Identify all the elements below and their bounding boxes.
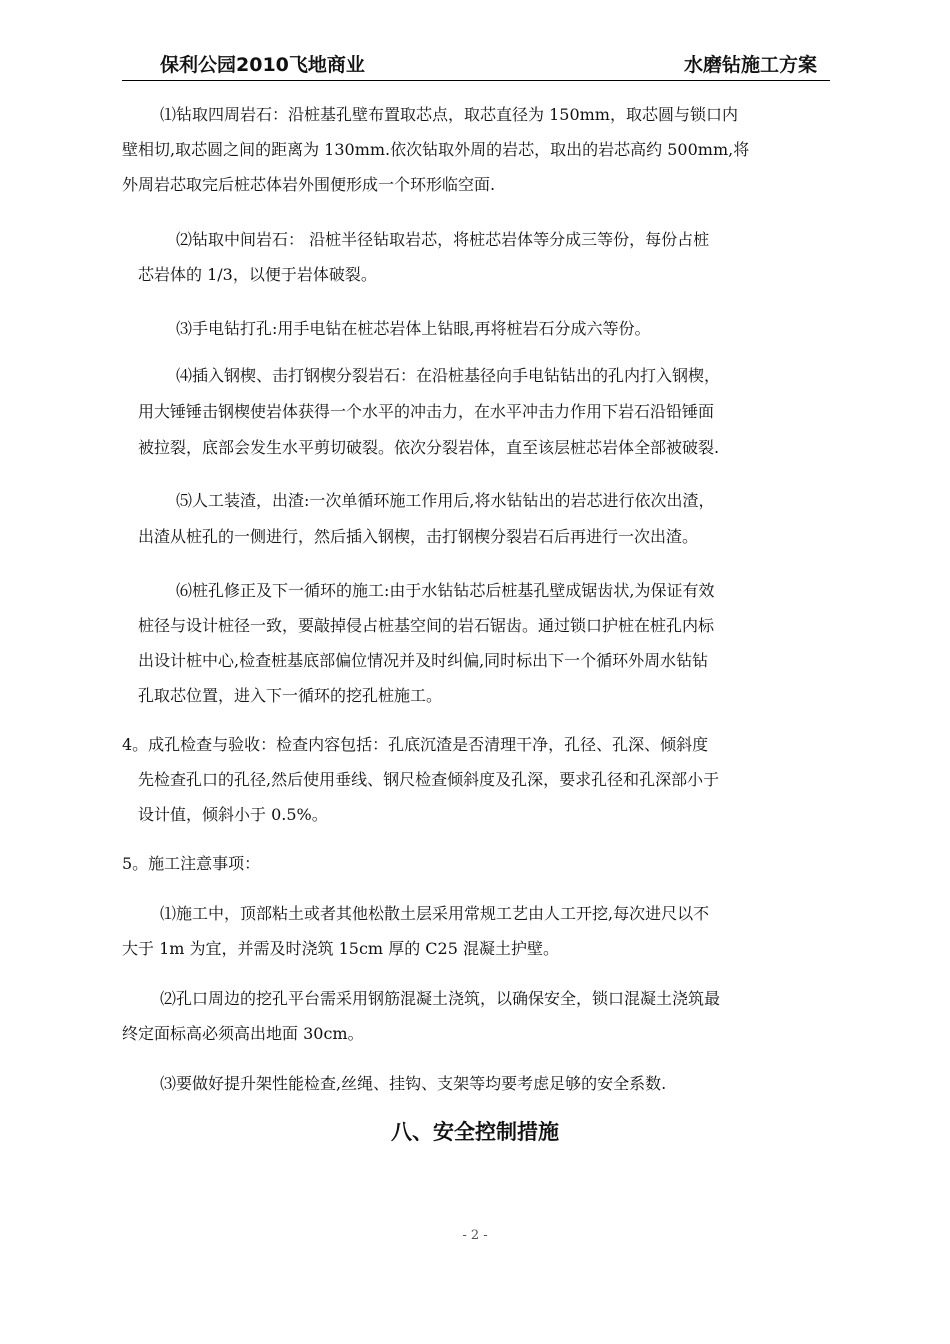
header-project-name: 保利公园2010飞地商业 (160, 54, 365, 76)
paragraph-line: 壁相切,取芯圆之间的距离为 130mm.依次钻取外周的岩芯，取出的岩芯高约 500mm,将 (122, 140, 750, 159)
page-number: - 2 - (462, 1228, 488, 1243)
paragraph-line: 出渣从桩孔的一侧进行，然后插入钢楔，击打钢楔分裂岩石后再进行一次出渣。 (138, 527, 699, 546)
paragraph-line: ⑶手电钻打孔:用手电钻在桩芯岩体上钻眼,再将桩岩石分成六等份。 (176, 319, 651, 338)
paragraph-line: 桩径与设计桩径一致，要敲掉侵占桩基空间的岩石锯齿。通过锁口护桩在桩孔内标 (138, 616, 715, 635)
paragraph-line: 5。施工注意事项： (122, 854, 261, 873)
paragraph-line: 先检查孔口的孔径,然后使用垂线、钢尺检查倾斜度及孔深，要求孔径和孔深部小于 (138, 770, 720, 789)
paragraph-line: ⑵钻取中间岩石： 沿桩半径钻取岩芯，将桩芯岩体等分成三等份，每份占桩 (176, 230, 710, 249)
paragraph-line: 出设计桩中心,检查桩基底部偏位情况并及时纠偏,同时标出下一个循环外周水钻钻 (138, 651, 709, 670)
paragraph-line: 芯岩体的 1/3，以便于岩体破裂。 (138, 265, 377, 284)
section-heading: 八、安全控制措施 (391, 1120, 559, 1144)
paragraph-line: 被拉裂，底部会发生水平剪切破裂。依次分裂岩体，直至该层桩芯岩体全部被破裂. (138, 438, 720, 457)
paragraph-line: ⑴钻取四周岩石：沿桩基孔壁布置取芯点，取芯直径为 150mm，取芯圆与锁口内 (160, 105, 738, 124)
paragraph-line: ⑷插入钢楔、击打钢楔分裂岩石：在沿桩基径向手电钻钻出的孔内打入钢楔， (176, 366, 721, 385)
paragraph-line: 4。成孔检查与验收：检查内容包括：孔底沉渣是否清理干净，孔径、孔深、倾斜度 (122, 735, 709, 754)
paragraph-line: ⑹桩孔修正及下一循环的施工:由于水钻钻芯后桩基孔壁成锯齿状,为保证有效 (176, 581, 715, 600)
paragraph-line: 设计值，倾斜小于 0.5%。 (138, 805, 328, 824)
paragraph-line: ⑵孔口周边的挖孔平台需采用钢筋混凝土浇筑，以确保安全，锁口混凝土浇筑最 (160, 989, 721, 1008)
header-document-title: 水磨钻施工方案 (684, 54, 818, 76)
paragraph-line: 外周岩芯取完后桩芯体岩外围便形成一个环形临空面. (122, 175, 496, 194)
paragraph-line: 孔取芯位置，进入下一循环的挖孔桩施工。 (138, 686, 443, 705)
paragraph-line: 用大锤锤击钢楔使岩体获得一个水平的冲击力，在水平冲击力作用下岩石沿铅锤面 (138, 402, 715, 421)
paragraph-line: 大于 1m 为宜，并需及时浇筑 15cm 厚的 C25 混凝土护壁。 (122, 939, 559, 958)
header-divider (122, 80, 830, 81)
paragraph-line: ⑶要做好提升架性能检查,丝绳、挂钩、支架等均要考虑足够的安全系数. (160, 1074, 667, 1093)
paragraph-line: ⑴施工中，顶部粘土或者其他松散土层采用常规工艺由人工开挖,每次进尺以不 (160, 904, 710, 923)
paragraph-line: 终定面标高必须高出地面 30cm。 (122, 1024, 364, 1043)
paragraph-line: ⑸人工装渣，出渣:一次单循环施工作用后,将水钻钻出的岩芯进行依次出渣， (176, 491, 715, 510)
